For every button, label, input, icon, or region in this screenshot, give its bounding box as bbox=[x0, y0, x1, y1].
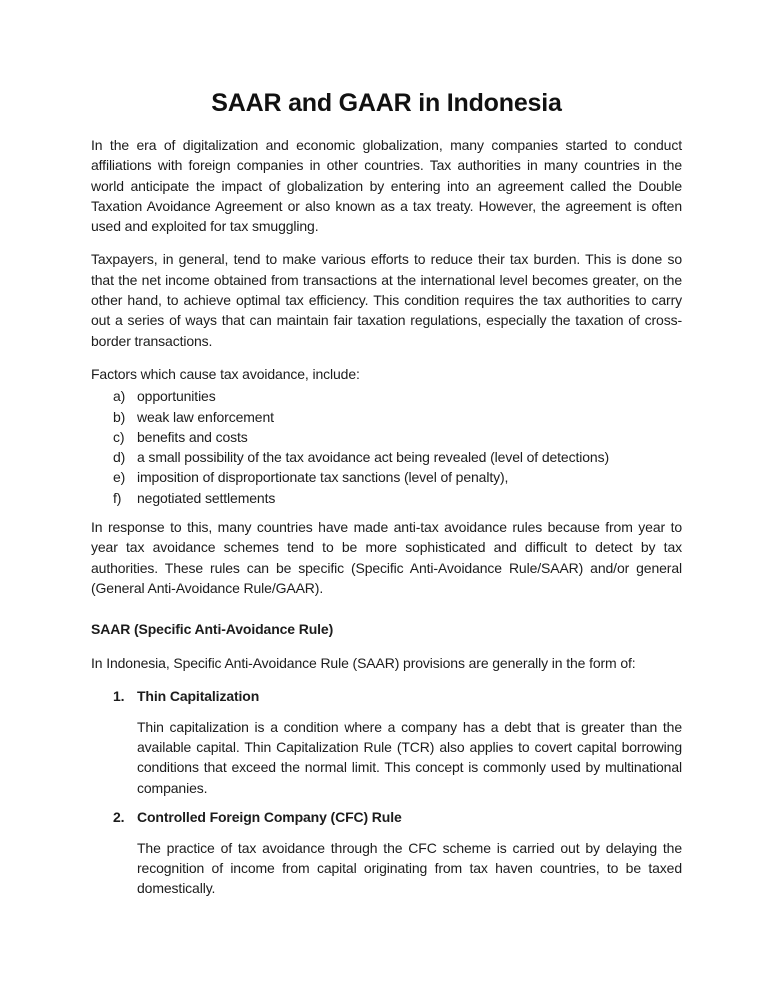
list-marker: c) bbox=[113, 428, 125, 445]
saar-item-cfc-rule bbox=[91, 807, 682, 898]
item-number: 1. bbox=[113, 688, 125, 705]
list-marker: a) bbox=[113, 388, 126, 405]
intro-paragraph-1: In the era of digitalization and economic globalization, many companies started to conduct affiliations with foreign companies in other countries. Tax authorities in many countries in the world anticipate the impact of globalization by entering into an agreement called the Double Taxation Avoidance Agreement or also known as a tax treaty. However, the agreement is often used and exploited for tax smuggling. bbox=[91, 137, 682, 235]
item-number: 2. bbox=[113, 809, 125, 826]
numbered-item-body: Thin capitalization is a condition where a company has a debt that is greater than the available capital. Thin Capitalization Rule (TCR) also applies to covert capital borrowing conditions that exceed the normal limit. This concept is commonly used by multinational companies. bbox=[137, 718, 682, 796]
list-item bbox=[91, 427, 682, 447]
list-item bbox=[91, 488, 682, 508]
list-marker: e) bbox=[113, 469, 126, 486]
response-paragraph: In response to this, many countries have made anti-tax avoidance rules because from year to year tax avoidance schemes tend to be more sophisticated and difficult to detect by tax authorities. These rules can be specific (Specific Anti-Avoidance Rule/SAAR) and/or general (General Anti-Avoidance Rule/GAAR). bbox=[91, 519, 682, 596]
list-marker: d) bbox=[113, 449, 126, 466]
list-item-text: benefits and costs bbox=[137, 428, 248, 445]
saar-section-heading: SAAR (Specific Anti-Avoidance Rule) bbox=[91, 621, 334, 638]
intro-paragraph-2: Taxpayers, in general, tend to make various efforts to reduce their tax burden. This is done so that the net income obtained from transactions at the international level becomes greater, on the other hand, to achieve optimal tax efficiency. This condition requires the tax authorities to carry out a series of ways that can maintain fair taxation regulations, especially the taxation of cross-border transactions. bbox=[91, 251, 682, 349]
item-title-text: Controlled Foreign Company (CFC) Rule bbox=[137, 809, 402, 826]
item-title-text: Thin Capitalization bbox=[137, 688, 260, 705]
list-item-text: negotiated settlements bbox=[137, 489, 276, 506]
numbered-item-body: The practice of tax avoidance through the CFC scheme is carried out by delaying the recognition of income from capital originating from tax haven countries, to be taxed domestically. bbox=[137, 839, 682, 897]
factors-list bbox=[91, 386, 682, 508]
saar-section-intro: In Indonesia, Specific Anti-Avoidance Rule (SAAR) provisions are generally in the form of: bbox=[91, 655, 636, 672]
factors-intro: Factors which cause tax avoidance, include: bbox=[91, 365, 360, 382]
list-item bbox=[91, 407, 682, 427]
list-item-text: weak law enforcement bbox=[137, 408, 274, 425]
list-item bbox=[91, 447, 682, 467]
numbered-item-title bbox=[91, 807, 682, 827]
list-item-text: opportunities bbox=[137, 388, 216, 405]
numbered-item-title bbox=[91, 686, 682, 706]
list-item-text: a small possibility of the tax avoidance act being revealed (level of detections) bbox=[137, 449, 609, 466]
list-item bbox=[91, 386, 682, 406]
list-item bbox=[91, 467, 682, 487]
list-item-text: imposition of disproportionate tax sanctions (level of penalty), bbox=[137, 469, 509, 486]
list-marker: b) bbox=[113, 408, 126, 425]
list-marker: f) bbox=[113, 489, 122, 506]
document-title: SAAR and GAAR in Indonesia bbox=[211, 89, 562, 117]
saar-item-thin-capitalization bbox=[91, 686, 682, 797]
